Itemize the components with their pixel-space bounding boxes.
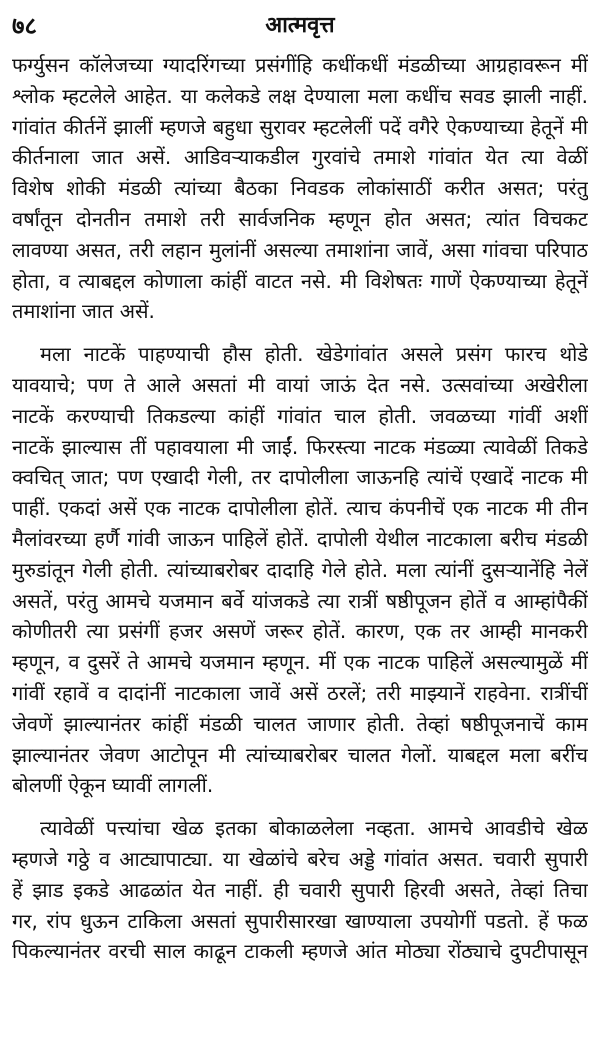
text-line: कोणीतरी त्या प्रसंगीं हजर असणें जरूर होतें. कारण, एक तर आम्ही मानकरी: [12, 619, 588, 644]
paragraph-3: [12, 813, 588, 967]
text-line: गांवांत कीर्तनें झालीं म्हणजे बहुधा सुरावर म्हटलेलीं पदें वगैरे ऐकण्याच्या हेतूनें मी: [12, 114, 588, 139]
text-line: मला नाटकें पाहण्याची हौस होती. खेडेगांवांत असले प्रसंग फारच थोडे: [40, 342, 588, 367]
text-line: पिकल्यानंतर वरची साल काढून टाकली म्हणजे आंत मोठ्या रोंठ्याचे दुपटीपासून: [12, 939, 588, 964]
text-line: बोलणीं ऐकून घ्यावीं लागलीं.: [12, 773, 214, 798]
text-line: लावण्या असत, तरी लहान मुलांनीं असल्या तमाशांना जावें, असा गांवचा परिपाठ: [12, 237, 588, 262]
text-line: म्हणजे गठ्ठे व आट्यापाट्या. या खेळांचे बरेच अड्डे गांवांत असत. चवारी सुपारी: [12, 846, 588, 871]
text-line: गर, रांप धुऊन टाकिला असतां सुपारीसारखा खाण्याला उपयोगीं पडतो. हें फळ: [12, 908, 588, 933]
paragraph-2: [12, 339, 588, 801]
text-line: वर्षांतून दोनतीन तमाशे तरी सार्वजनिक म्हणून होत असत; त्यांत विचकट: [12, 206, 588, 231]
text-line: म्हणून, व दुसरें ते आमचे यजमान म्हणून. मीं एक नाटक पाहिलें असल्यामुळें मीं: [12, 650, 588, 675]
text-line: क्वचित् जात; पण एखादी गेली, तर दापोलीला जाऊनहि त्यांचें एखादें नाटक मी: [12, 465, 588, 490]
text-line: तमाशांना जात असें.: [12, 299, 155, 324]
text-line: नाटकें करण्याची तिकडल्या कांहीं गांवांत चाल होती. जवळच्या गांवीं अशीं: [12, 403, 588, 428]
text-line: श्लोक म्हटलेले आहेत. या कलेकडे लक्ष देण्याला मला कधींच सवड झाली नाहीं.: [12, 83, 588, 108]
text-line: त्यावेळीं पत्त्यांचा खेळ इतका बोकाळलेला नव्हता. आमचे आवडीचे खेळ: [40, 816, 588, 841]
text-line: झाल्यानंतर जेवण आटोपून मी त्यांच्याबरोबर चालत गेलों. याबद्दल मला बरींच: [12, 742, 588, 767]
page-header: [12, 8, 588, 44]
text-line: होता, व त्याबद्दल कोणाला कांहीं वाटत नसे. मी विशेषतः गाणें ऐकण्याच्या हेतूनें: [12, 268, 588, 293]
text-line: हें झाड इकडे आढळांत येत नाहीं. ही चवारी सुपारी हिरवी असते, तेव्हां तिचा: [12, 877, 588, 902]
text-line: पाहीं. एकदां असें एक नाटक दापोलीला होतें. त्याच कंपनीचें एक नाटक मी तीन: [12, 496, 588, 521]
page-number: ७८: [12, 12, 37, 40]
text-line: जेवणें झाल्यानंतर कांहीं मंडळी चालत जाणार होती. तेव्हां षष्ठीपूजनाचें काम: [12, 711, 588, 736]
paragraph-1: [12, 50, 588, 327]
running-title: आत्मवृत्त: [265, 13, 335, 38]
text-line: गांवीं रहावें व दादांनीं नाटकाला जावें असें ठरलें; तरी माझ्यानें राहवेना. रात्रींचीं: [12, 680, 588, 705]
text-line: विशेष शोकी मंडळी त्यांच्या बैठका निवडक लोकांसाठीं करीत असत; परंतु: [12, 176, 588, 201]
text-line: मैलांवरच्या हर्णै गांवी जाऊन पाहिलें होतें. दापोली येथील नाटकाला बरीच मंडळी: [12, 526, 588, 551]
text-line: मुरुडांतून गेली होती. त्यांच्याबरोबर दादाहि गेले होते. मला त्यांनीं दुसऱ्यानेंहि नेलें: [12, 557, 588, 582]
text-line: फर्ग्युसन कॉलेजच्या ग्यादरिंगच्या प्रसंगींहि कधींकधीं मंडळीच्या आग्रहावरून मीं: [12, 53, 588, 77]
text-line: नाटकें झाल्यास तीं पहावयाला मी जाईं. फिरस्त्या नाटक मंडळ्या त्यावेळीं तिकडे: [12, 434, 588, 459]
text-line: असतें, परंतु आमचे यजमान बर्वे यांजकडे त्या रात्रीं षष्ठीपूजन होतें व आम्हांपैकीं: [12, 588, 588, 613]
text-line: कीर्तनाला जात असें. आडिवऱ्याकडील गुरवांचे तमाशे गांवांत येत त्या वेळीं: [12, 145, 588, 170]
text-line: यावयाचे; पण ते आले असतां मी वायां जाऊं देत नसे. उत्सवांच्या अखेरीला: [12, 372, 588, 397]
page-body: [12, 50, 588, 967]
